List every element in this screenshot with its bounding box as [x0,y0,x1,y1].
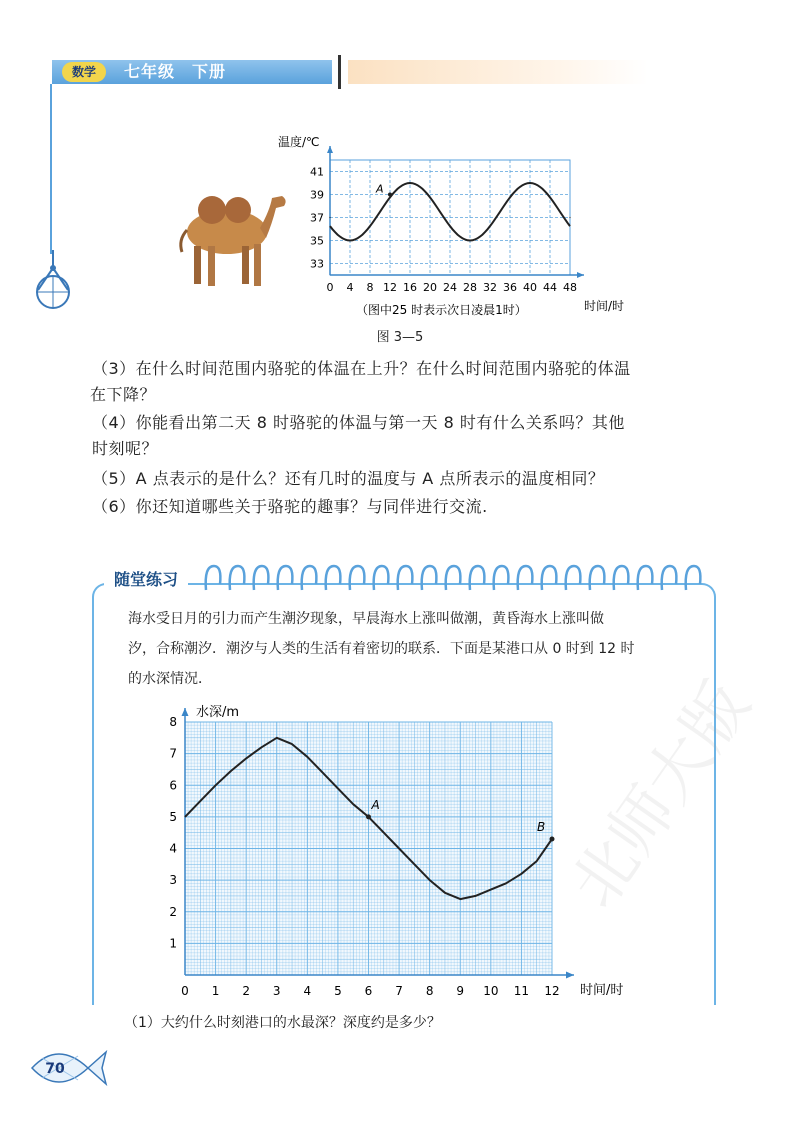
x-tick-label: 12 [383,281,397,294]
point-A-label: A [371,797,380,812]
book-title: 七年级 下册 [124,62,227,81]
x-tick-label: 10 [483,984,499,998]
chart-grid [185,722,552,975]
ring [350,566,365,590]
data-point [469,240,470,241]
y-tick-label: 41 [310,165,324,179]
y-tick-label: 39 [310,188,324,202]
x-tick-label: 32 [483,281,497,294]
ring [470,566,485,590]
subject-badge: 数学 [62,62,106,82]
practice-line-1: 海水受日月的引力而产生潮汐现象，早晨海水上涨叫做潮，黄昏海水上涨叫做 [128,611,604,627]
chart-x-axis-label: 时间/时 [584,299,625,313]
header-divider [338,55,341,89]
x-tick-label: 9 [456,984,465,998]
temperature-chart [272,130,652,326]
ring [494,566,509,590]
ring [638,566,653,590]
x-tick-label: 20 [423,281,437,294]
ring [302,566,317,590]
y-axis-arrow [182,708,189,716]
figure-caption: 图 3—5 [376,330,424,345]
y-tick-label: 7 [169,746,177,761]
y-tick-label: 3 [169,873,177,888]
question-3-line2: 在下降？ [90,385,157,404]
practice-line-2: 汐，合称潮汐．潮汐与人类的生活有着密切的联系．下面是某港口从 0 时到 12 时 [128,641,635,657]
ring [278,566,293,590]
data-point [409,182,410,183]
x-tick-label: 40 [523,281,537,294]
ring [398,566,413,590]
data-point [569,217,570,218]
x-tick-label: 16 [403,281,417,294]
chart-x-axis-label: 时间/时 [580,983,624,998]
data-point [329,217,330,218]
y-tick-label: 1 [169,936,177,951]
ring [326,566,341,590]
x-tick-label: 6 [364,984,373,998]
x-tick-label: 2 [242,984,250,998]
point-B-marker [550,837,555,842]
x-tick-label: 3 [272,984,281,998]
question-3 [92,356,732,408]
x-tick-label: 11 [513,984,530,998]
practice-line-3: 的水深情况． [128,671,212,687]
x-tick-label: 1 [211,984,220,998]
question-5: （5）A 点表示的是什么？还有几时的温度与 A 点所表示的温度相同？ [92,469,605,488]
y-tick-label: 4 [169,841,177,856]
ring [542,566,557,590]
chart-y-axis-label: 温度/℃ [278,135,320,149]
y-tick-label: 33 [310,257,324,271]
x-axis-arrow [577,272,584,278]
y-tick-label: 5 [169,809,177,824]
ring [230,566,245,590]
question-4 [92,410,732,462]
y-tick-label: 35 [310,234,324,248]
ring [374,566,389,590]
x-tick-label: 0 [181,984,189,998]
y-tick-label: 2 [169,904,177,919]
x-axis-arrow [566,972,574,979]
y-tick-label: 37 [310,211,324,225]
question-4-line1: （4）你能看出第二天 8 时骆驼的体温与第一天 8 时有什么关系吗？其他 [92,413,625,432]
y-axis-arrow [327,146,333,153]
chart-grid [330,160,570,275]
chart-y-axis-label: 水深/m [196,705,240,720]
margin-line [50,84,52,254]
notebook-rings [200,560,710,600]
ring [518,566,533,590]
ring [254,566,269,590]
y-tick-label: 6 [169,778,177,793]
x-tick-label: 8 [366,281,374,294]
ring [446,566,461,590]
y-tick-label: 8 [169,715,177,729]
x-tick-label: 7 [395,984,403,998]
data-point [529,182,530,183]
x-tick-label: 4 [303,984,312,998]
data-point [349,240,350,241]
x-tick-label: 44 [543,281,557,294]
practice-question-1: （1）大约什么时刻港口的水最深？深度约是多少？ [124,1015,441,1031]
chart-axes [327,146,584,278]
practice-title: 随堂练习 [104,567,188,593]
x-tick-label: 28 [463,281,477,294]
point-A-marker [366,814,371,819]
watermark: 北师大版 [557,668,765,922]
ring [206,566,221,590]
x-tick-label: 5 [334,984,342,998]
point-B-label: B [537,820,546,835]
question-6: （6）你还知道哪些关于骆驼的趣事？与同伴进行交流. [92,497,488,516]
ring [590,566,605,590]
question-3-line1: （3）在什么时间范围内骆驼的体温在上升？在什么时间范围内骆驼的体温 [92,359,631,378]
x-tick-label: 12 [544,984,560,998]
x-tick-label: 36 [503,281,517,294]
ring [566,566,581,590]
ring [686,566,701,590]
page-number: 70 [45,1061,65,1077]
x-tick-label: 4 [346,281,354,294]
point-A-label: A [376,182,384,196]
x-tick-label: 0 [326,281,334,294]
compass-icon [28,248,78,310]
x-tick-label: 48 [563,281,577,294]
ring [614,566,629,590]
chart-note: （图中25 时表示次日凌晨1时） [356,303,527,317]
question-4-line2: 时刻呢？ [92,439,159,458]
header-decoration [348,60,648,84]
ring [422,566,437,590]
x-tick-label: 24 [443,281,457,294]
x-tick-label: 8 [425,984,434,998]
point-A-marker [388,193,392,197]
ring [662,566,677,590]
